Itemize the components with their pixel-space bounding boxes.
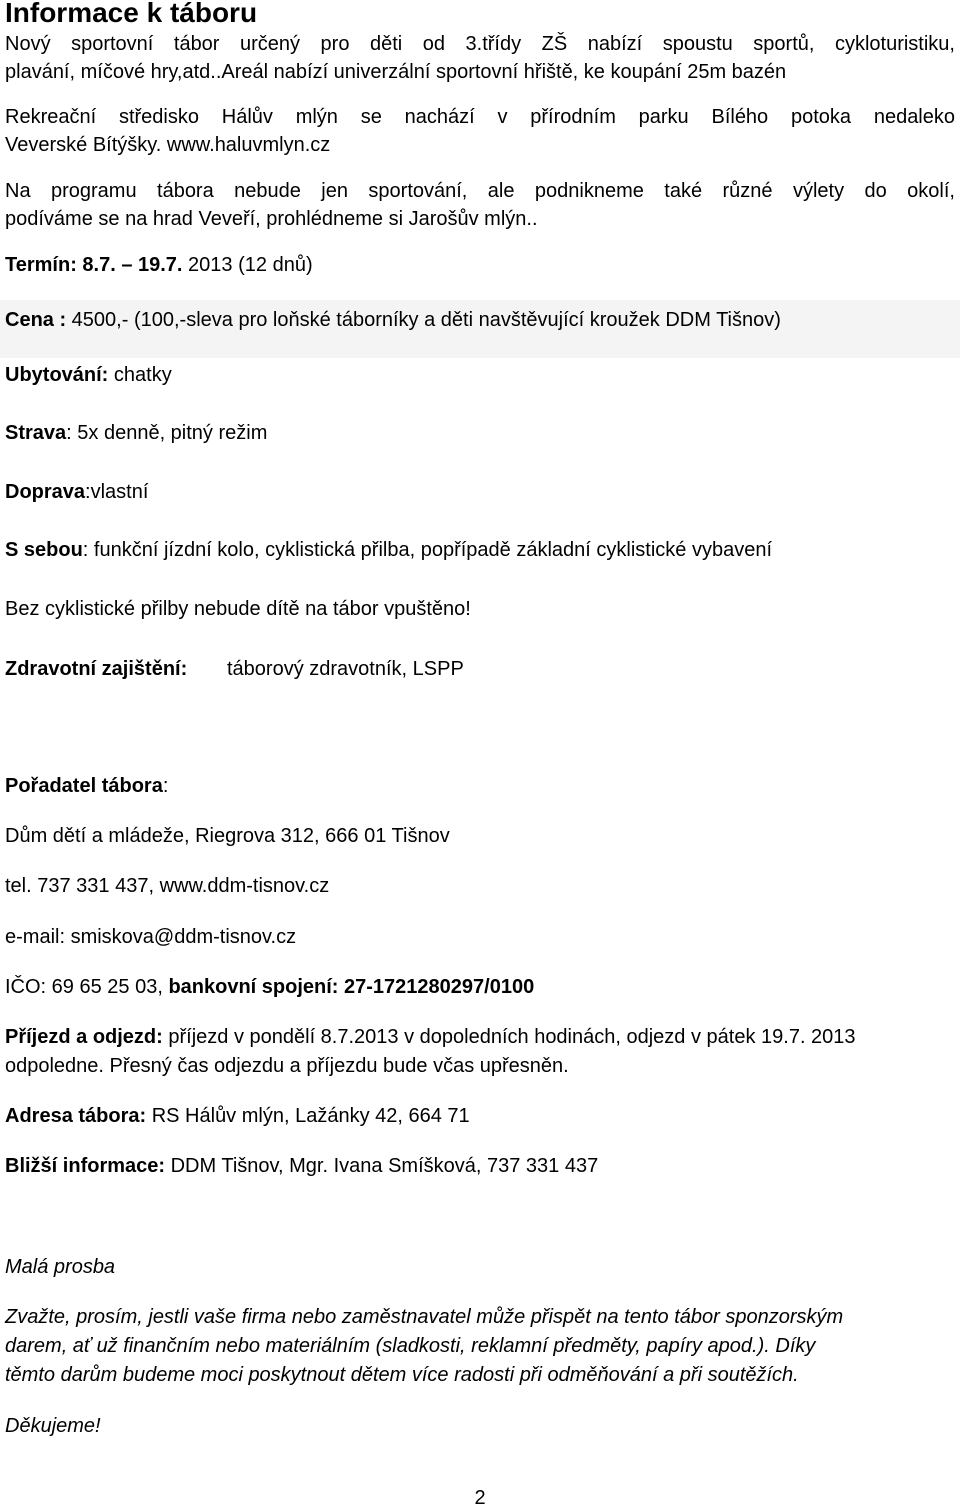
organizer-email: e-mail: smiskova@ddm-tisnov.cz bbox=[5, 926, 297, 948]
intro-line-2: plavání, míčové hry,atd..Areál nabízí univerzální sportovní hřiště, ke koupání 25m bazén bbox=[5, 61, 787, 83]
termin-row bbox=[5, 252, 313, 279]
sebou-label: S sebou bbox=[5, 539, 83, 561]
strava-value: : 5x denně, pitný režim bbox=[66, 422, 268, 444]
termin-label: Termín: 8.7. – 19.7. bbox=[5, 254, 183, 276]
bank-account: bankovní spojení: 27-1721280297/0100 bbox=[168, 976, 535, 998]
adresa-row bbox=[5, 1103, 470, 1130]
poradatel-label: Pořadatel tábora bbox=[5, 775, 163, 797]
ubytovani-value: chatky bbox=[108, 364, 172, 386]
doprava-value: :vlastní bbox=[85, 481, 149, 503]
prosba-line-1: Zvažte, prosím, jestli vaše firma nebo zaměstnavatel může přispět na tento tábor sponzorským bbox=[5, 1306, 844, 1328]
prosba-line-2: darem, ať už finančním nebo materiálním (sladkosti, reklamní předměty, papíry apod.). Díky bbox=[5, 1335, 816, 1357]
prosba-line-3: těmto darům budeme moci poskytnout dětem více radosti při odměňování a při soutěžích. bbox=[5, 1364, 799, 1386]
sebou-row bbox=[5, 537, 772, 564]
program-line-1: Na programu tábora nebude jen sportování, ale podnikneme také různé výlety do okolí, bbox=[5, 180, 955, 202]
ico-row bbox=[5, 974, 534, 1001]
doprava-label: Doprava bbox=[5, 481, 86, 503]
thanks-text: Děkujeme! bbox=[5, 1415, 101, 1437]
termin-value: 2013 (12 dnů) bbox=[182, 254, 313, 276]
zdravotni-row bbox=[5, 656, 464, 683]
prijezd-value: příjezd v pondělí 8.7.2013 v dopoledních hodinách, odjezd v pátek 19.7. 2013 bbox=[162, 1026, 856, 1048]
prijezd-line-2: odpoledne. Přesný čas odjezdu a příjezdu bude včas upřesněn. bbox=[5, 1055, 569, 1077]
strava-row bbox=[5, 420, 267, 447]
adresa-label: Adresa tábora: bbox=[5, 1105, 147, 1127]
cena-label: Cena : bbox=[5, 309, 67, 331]
organizer-address: Dům dětí a mládeže, Riegrova 312, 666 01 Tišnov bbox=[5, 825, 450, 847]
prosba-heading: Malá prosba bbox=[5, 1256, 116, 1278]
cena-row bbox=[5, 307, 781, 334]
ubytovani-row bbox=[5, 362, 172, 389]
page-title: Informace k táboru bbox=[5, 0, 258, 28]
program-line-2: podíváme se na hrad Veveří, prohlédneme si Jarošův mlýn.. bbox=[5, 208, 538, 230]
sebou-value: : funkční jízdní kolo, cyklistická přilba, popřípadě základní cyklistické vybavení bbox=[82, 539, 773, 561]
page-number: 2 bbox=[474, 1487, 486, 1509]
cena-value: 4500,- (100,-sleva pro loňské táborníky a děti navštěvující kroužek DDM Tišnov) bbox=[66, 309, 781, 331]
helmet-warning: Bez cyklistické přilby nebude dítě na tábor vpuštěno! bbox=[5, 598, 471, 620]
location-line-1: Rekreační středisko Hálův mlýn se nachází v přírodním parku Bílého potoka nedaleko bbox=[5, 106, 955, 128]
poradatel-row bbox=[5, 773, 168, 800]
prijezd-row bbox=[5, 1024, 856, 1051]
ico-value: IČO: 69 65 25 03, bbox=[5, 976, 169, 998]
ubytovani-label: Ubytování: bbox=[5, 364, 109, 386]
intro-line-1: Nový sportovní tábor určený pro děti od 3.třídy ZŠ nabízí spoustu sportů, cykloturistiku, bbox=[5, 33, 955, 55]
blizsi-row bbox=[5, 1153, 598, 1180]
poradatel-colon: : bbox=[162, 775, 169, 797]
organizer-phone: tel. 737 331 437, www.ddm-tisnov.cz bbox=[5, 875, 330, 897]
strava-label: Strava bbox=[5, 422, 67, 444]
zdravotni-label: Zdravotní zajištění: bbox=[5, 658, 188, 680]
adresa-value: RS Hálův mlýn, Lažánky 42, 664 71 bbox=[146, 1105, 470, 1127]
location-line-2: Veverské Bítýšky. www.haluvmlyn.cz bbox=[5, 134, 331, 156]
blizsi-label: Bližší informace: bbox=[5, 1155, 166, 1177]
blizsi-value: DDM Tišnov, Mgr. Ivana Smíšková, 737 331 437 bbox=[165, 1155, 599, 1177]
zdravotni-value: táborový zdravotník, LSPP bbox=[227, 658, 464, 680]
doprava-row bbox=[5, 479, 148, 506]
prijezd-label: Příjezd a odjezd: bbox=[5, 1026, 163, 1048]
